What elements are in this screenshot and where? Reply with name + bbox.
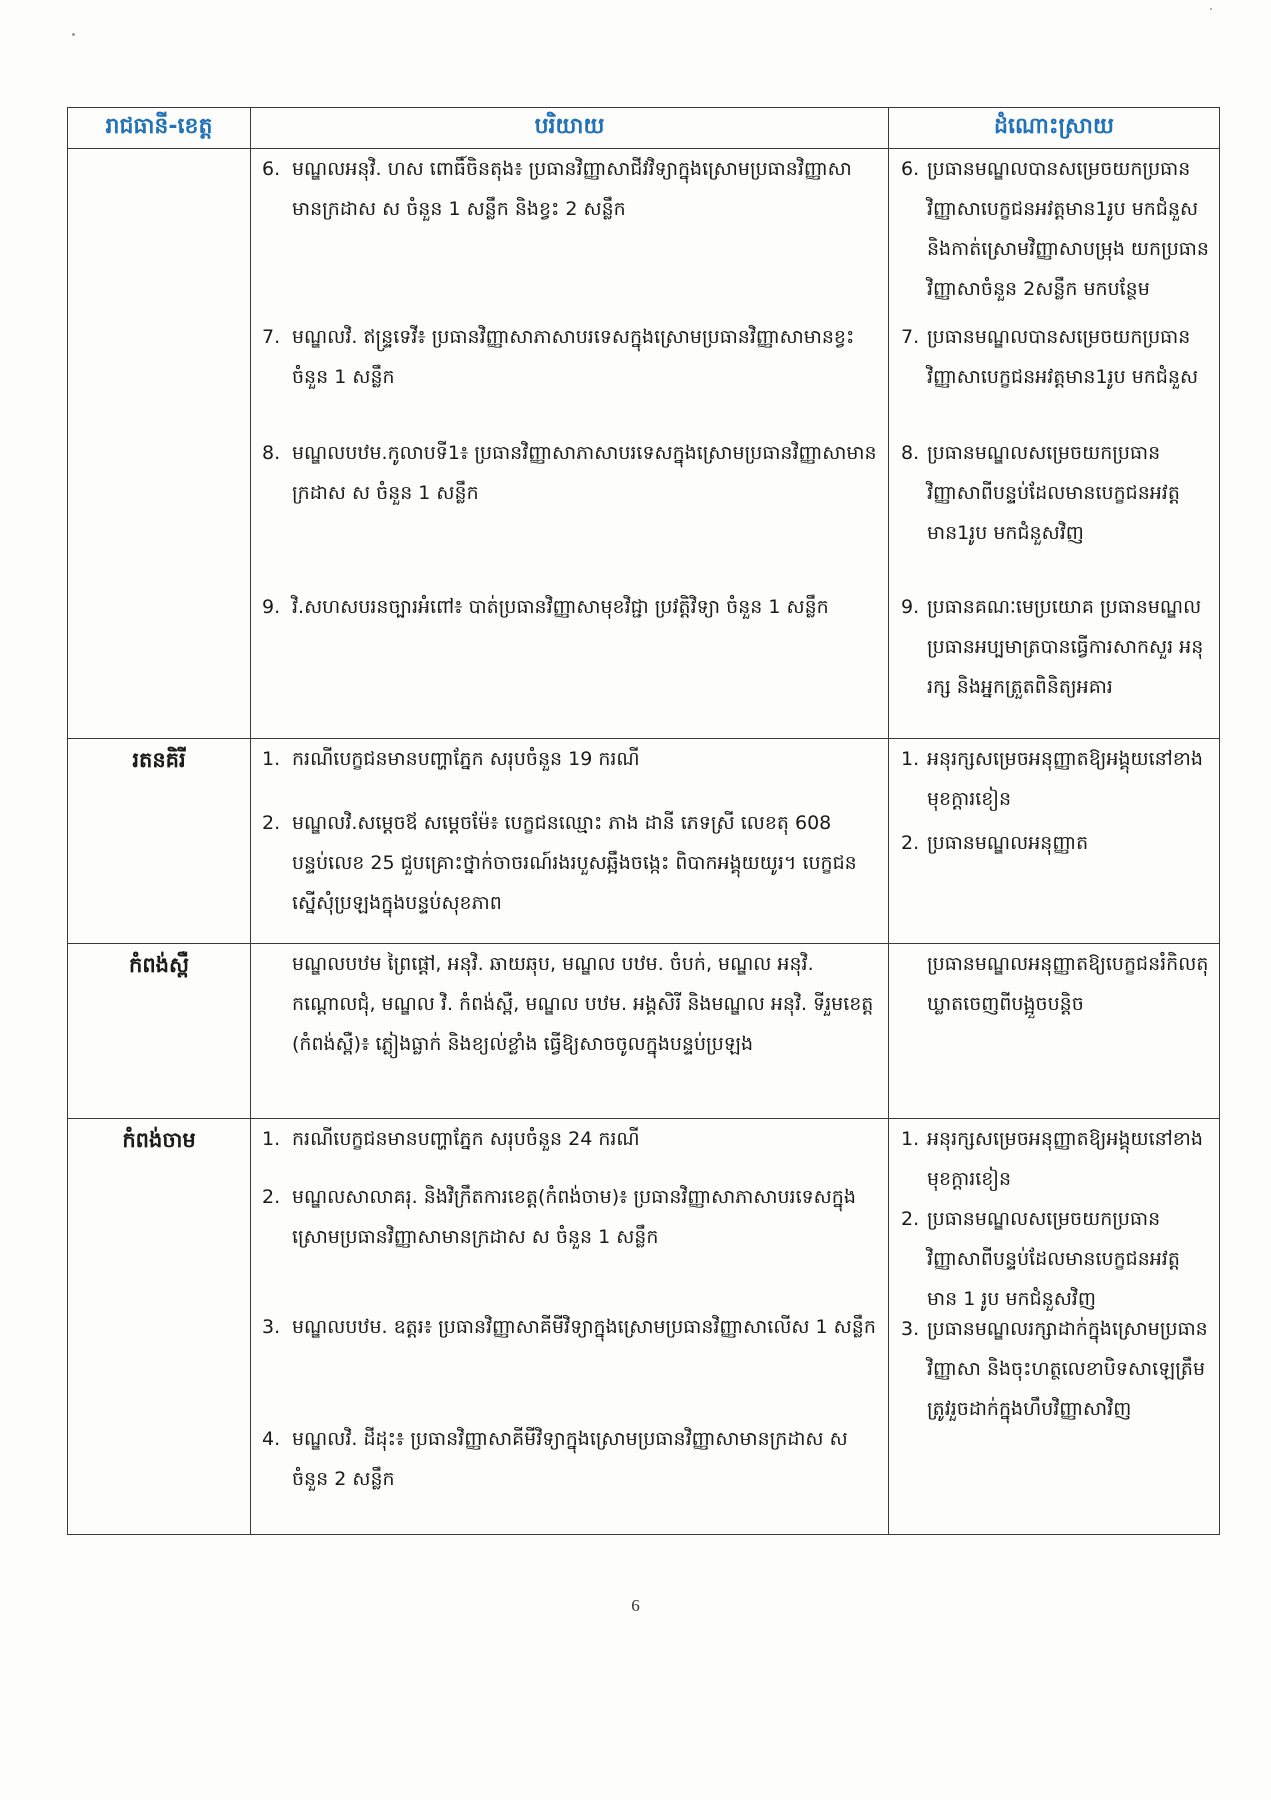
table-row	[68, 149, 1220, 739]
description-item: 4. មណ្ឌលវិ. ដីដុះ៖ ប្រធានវិញ្ញាសាគីមីវិទ្យាក្នុងស្រោមប្រធានវិញ្ញាសាមានក្រដាស ស ចំនួន 2 សន្លឹក	[262, 1428, 848, 1490]
description-item: 7. មណ្ឌលវិ. ឥន្ទ្រទេវី៖ ប្រធានវិញ្ញាសាភាសាបរទេសក្នុងស្រោមប្រធានវិញ្ញាសាមានខ្វះ ចំនួន 1 សន្លឹក	[262, 326, 855, 388]
table-row	[68, 1119, 1220, 1535]
resolution-item: 2. ប្រធានមណ្ឌលអនុញ្ញាត	[901, 832, 1089, 854]
table-row	[68, 944, 1220, 1119]
description-item: 2. មណ្ឌលវិ.សម្ដេចឪ សម្ដេចម៉ែ៖ បេក្ខជនឈ្មោះ ភាង ដានី ភេទស្រី លេខតុ 608 បន្ទប់លេខ 25 ជួបគ្រោះថ្នាក់ចាចរណ៍រងរបួសឆ្អឹងចង្កេះ ពិបាកអង្គុយយូរ។ បេក្ខជន ស្នើសុំប្រឡងក្នុងបន្ទប់សុខភាព	[262, 812, 857, 914]
resolution-item: ប្រធានមណ្ឌលអនុញ្ញាតឱ្យបេក្ខជនរំកិលតុឃ្លាតចេញពីបង្អួចបន្តិច	[927, 953, 1209, 1015]
description-item: 2. មណ្ឌលសាលាគរុ. និងវិក្រឹតការខេត្ត(កំពង់ចាម)៖ ប្រធានវិញ្ញាសាភាសាបរទេសក្នុងស្រោមប្រធានវិញ្ញាសាមានក្រដាស ស ចំនួន 1 សន្លឹក	[262, 1186, 856, 1248]
table-header-row	[68, 108, 1220, 149]
province-cell: កំពង់ស្ពឺ	[68, 944, 251, 1119]
resolution-cell	[889, 1119, 1220, 1535]
description-item: 6. មណ្ឌលអនុវិ. ហស ពោធិ៍ចិនតុង៖ ប្រធានវិញ្ញាសាជីវវិទ្យាក្នុងស្រោមប្រធានវិញ្ញាសាមានក្រដាស ស ចំនួន 1 សន្លឹក និងខ្វះ 2 សន្លឹក	[262, 158, 852, 220]
scan-speck	[72, 33, 75, 36]
resolution-item: 9. ប្រធានគណៈមេប្រយោគ ប្រធានមណ្ឌល ប្រធានអប្បមាត្របានធ្វើការសាកសួរ អនុរក្ស និងអ្នកត្រួតពិនិត្យអគារ	[901, 596, 1204, 698]
province-cell: រតនគិរី	[68, 739, 251, 944]
resolution-item: 1. អនុរក្សសម្រេចអនុញ្ញាតឱ្យអង្គុយនៅខាងមុខក្ដារខៀន	[901, 1128, 1203, 1190]
resolution-item: 2. ប្រធានមណ្ឌលសម្រេចយកប្រធានវិញ្ញាសាពីបន្ទប់ដែលមានបេក្ខជនអវត្តមាន 1 រូប មកជំនួសវិញ	[901, 1208, 1180, 1310]
header-province: រាជធានី-ខេត្ត	[68, 108, 251, 149]
description-item: 3. មណ្ឌលបឋម. ឧត្តរ៖ ប្រធានវិញ្ញាសាគីមីវិទ្យាក្នុងស្រោមប្រធានវិញ្ញាសាលើស 1 សន្លឹក	[262, 1316, 876, 1338]
province-cell	[68, 149, 251, 739]
scan-speck	[1210, 8, 1212, 10]
description-item: 1. ករណីបេក្ខជនមានបញ្ហាភ្នែក សរុបចំនួន 19 ករណី	[262, 748, 640, 770]
incident-report-table	[67, 107, 1220, 1535]
description-item: 1. ករណីបេក្ខជនមានបញ្ហាភ្នែក សរុបចំនួន 24 ករណី	[262, 1128, 640, 1150]
resolution-item: 7. ប្រធានមណ្ឌលបានសម្រេចយកប្រធាន វិញ្ញាសាបេក្ខជនអវត្តមាន1រូប មកជំនួស	[901, 326, 1199, 388]
resolution-cell	[889, 149, 1220, 739]
description-item: 9. វិ.សហសបរនច្បារអំពៅ៖ បាត់ប្រធានវិញ្ញាសាមុខវិជ្ជា ប្រវត្តិវិទ្យា ចំនួន 1 សន្លឹក	[262, 596, 829, 618]
description-cell	[251, 149, 889, 739]
table-row	[68, 739, 1220, 944]
resolution-cell	[889, 739, 1220, 944]
description-item: មណ្ឌលបឋម ព្រៃផ្ដៅ, អនុវិ. ឆាយឆុប, មណ្ឌល បឋម. ចំបក់, មណ្ឌល អនុវិ. កណ្ដោលជុំ, មណ្ឌល វិ. កំពង់ស្ពឺ, មណ្ឌល បឋម. អង្គសិរី និងមណ្ឌល អនុវិ. ទីរួមខេត្ត (កំពង់ស្ពឺ)៖ ភ្លៀងធ្លាក់ និងខ្យល់ខ្លាំង ធ្វើឱ្យសាចចូលក្នុងបន្ទប់ប្រឡង	[292, 953, 874, 1055]
description-cell	[251, 739, 889, 944]
resolution-item: 8. ប្រធានមណ្ឌលសម្រេចយកប្រធានវិញ្ញាសាពីបន្ទប់ដែលមានបេក្ខជនអវត្តមាន1រូប មកជំនួសវិញ	[901, 442, 1180, 544]
resolution-item: 3. ប្រធានមណ្ឌលរក្សាដាក់ក្នុងស្រោមប្រធានវិញ្ញាសា និងចុះហត្ថលេខាបិទសាឡេត្រឹមត្រូវរួចដាក់ក្នុងហឹបវិញ្ញាសាវិញ	[901, 1318, 1208, 1420]
description-cell	[251, 1119, 889, 1535]
resolution-item: 1. អនុរក្សសម្រេចអនុញ្ញាតឱ្យអង្គុយនៅខាងមុខក្ដារខៀន	[901, 748, 1203, 810]
resolution-cell	[889, 944, 1220, 1119]
province-cell: កំពង់ចាម	[68, 1119, 251, 1535]
header-description: បរិយាយ	[251, 108, 889, 149]
resolution-item: 6. ប្រធានមណ្ឌលបានសម្រេចយកប្រធាន វិញ្ញាសាបេក្ខជនអវត្តមាន1រូប មកជំនួស និងកាត់ស្រោមវិញ្ញាសាបម្រុង យកប្រធានវិញ្ញាសាចំនួន 2សន្លឹក មកបន្ថែម	[901, 158, 1209, 300]
header-resolution: ដំណោះស្រាយ	[889, 108, 1220, 149]
description-cell	[251, 944, 889, 1119]
page-number: 6	[631, 1596, 640, 1615]
description-item: 8. មណ្ឌលបឋម.កូលាបទី1៖ ប្រធានវិញ្ញាសាភាសាបរទេសក្នុងស្រោមប្រធានវិញ្ញាសាមានក្រដាស ស ចំនួន 1 សន្លឹក	[262, 442, 877, 504]
